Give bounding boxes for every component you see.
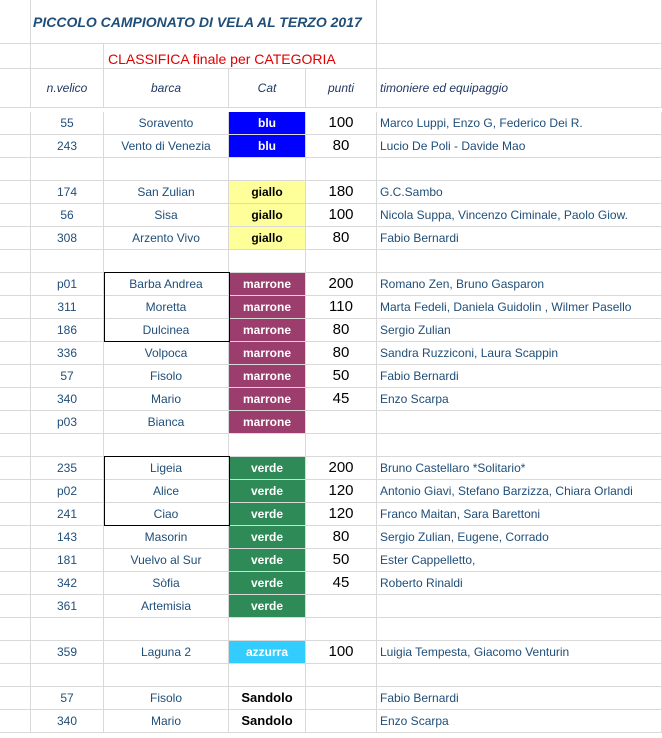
table-row xyxy=(0,526,662,549)
row-gutter-cell[interactable] xyxy=(0,227,31,250)
table-row xyxy=(0,365,662,388)
table-row xyxy=(0,273,662,296)
crew-cell[interactable]: Lucio De Poli - Davide Mao xyxy=(377,135,662,158)
row-gutter-cell[interactable] xyxy=(0,503,31,526)
sail-number-cell[interactable]: 308 xyxy=(31,227,104,250)
sail-number-cell[interactable]: 336 xyxy=(31,342,104,365)
crew-cell[interactable]: Antonio Giavi, Stefano Barzizza, Chiara Orlandi xyxy=(377,480,662,503)
boat-name-cell[interactable] xyxy=(104,664,229,687)
sheet-subtitle: CLASSIFICA finale per CATEGORIA xyxy=(108,51,336,67)
category-badge[interactable] xyxy=(229,434,306,457)
crew-cell[interactable] xyxy=(377,618,662,641)
category-badge[interactable]: Sandolo xyxy=(229,710,306,733)
boat-name-cell[interactable] xyxy=(104,618,229,641)
points-cell[interactable] xyxy=(306,664,377,687)
points-cell[interactable]: 200 xyxy=(306,273,377,296)
category-badge[interactable]: blu xyxy=(229,112,306,135)
table-row xyxy=(0,549,662,572)
points-cell[interactable] xyxy=(306,250,377,273)
crew-cell[interactable]: Roberto Rinaldi xyxy=(377,572,662,595)
category-badge[interactable]: marrone xyxy=(229,342,306,365)
table-row xyxy=(0,181,662,204)
spacer-row xyxy=(0,250,662,273)
category-badge[interactable]: verde xyxy=(229,526,306,549)
category-badge[interactable]: Sandolo xyxy=(229,687,306,710)
sail-number-cell[interactable]: 56 xyxy=(31,204,104,227)
row-gutter-cell[interactable] xyxy=(0,204,31,227)
category-badge[interactable]: marrone xyxy=(229,319,306,342)
crew-cell[interactable]: G.C.Sambo xyxy=(377,181,662,204)
row-gutter-cell[interactable] xyxy=(0,112,31,135)
boat-name-cell[interactable]: Vuelvo al Sur xyxy=(104,549,229,572)
points-cell[interactable]: 100 xyxy=(306,204,377,227)
boat-name-cell[interactable]: Sòfia xyxy=(104,572,229,595)
points-cell[interactable]: 80 xyxy=(306,319,377,342)
sail-number-cell[interactable]: 340 xyxy=(31,388,104,411)
points-cell[interactable] xyxy=(306,411,377,434)
table-row xyxy=(0,503,662,526)
row-gutter-cell[interactable] xyxy=(0,641,31,664)
points-cell[interactable]: 120 xyxy=(306,503,377,526)
category-badge[interactable] xyxy=(229,618,306,641)
boat-name-cell[interactable] xyxy=(104,434,229,457)
crew-cell[interactable]: Fabio Bernardi xyxy=(377,687,662,710)
points-cell[interactable]: 180 xyxy=(306,181,377,204)
points-cell[interactable] xyxy=(306,434,377,457)
boat-name-cell[interactable]: Volpoca xyxy=(104,342,229,365)
boat-name-cell[interactable]: Mario xyxy=(104,710,229,733)
boat-name-cell[interactable]: Sisa xyxy=(104,204,229,227)
crew-cell[interactable]: Sandra Ruzziconi, Laura Scappin xyxy=(377,342,662,365)
category-badge[interactable]: verde xyxy=(229,457,306,480)
spacer-row xyxy=(0,664,662,687)
boat-name-cell[interactable]: Laguna 2 xyxy=(104,641,229,664)
cell[interactable] xyxy=(377,0,662,44)
category-badge[interactable]: verde xyxy=(229,549,306,572)
boat-name-cell[interactable]: Soravento xyxy=(104,112,229,135)
header-block xyxy=(0,0,662,108)
boat-name-cell[interactable]: Dulcinea xyxy=(104,319,229,342)
points-cell[interactable] xyxy=(306,687,377,710)
row-gutter-cell[interactable] xyxy=(0,273,31,296)
crew-cell[interactable] xyxy=(377,250,662,273)
points-cell[interactable]: 50 xyxy=(306,365,377,388)
points-cell[interactable]: 80 xyxy=(306,342,377,365)
boat-name-cell[interactable]: Ligeia xyxy=(104,457,229,480)
crew-cell[interactable]: Sergio Zulian xyxy=(377,319,662,342)
crew-cell[interactable]: Fabio Bernardi xyxy=(377,365,662,388)
points-cell[interactable] xyxy=(306,618,377,641)
row-gutter-cell[interactable] xyxy=(0,158,31,181)
crew-cell[interactable] xyxy=(377,664,662,687)
points-cell[interactable]: 45 xyxy=(306,572,377,595)
category-badge[interactable]: verde xyxy=(229,595,306,618)
category-badge[interactable] xyxy=(229,664,306,687)
crew-cell[interactable] xyxy=(377,158,662,181)
points-cell[interactable] xyxy=(306,710,377,733)
boat-name-cell[interactable]: Masorin xyxy=(104,526,229,549)
boat-name-cell[interactable]: Artemisia xyxy=(104,595,229,618)
table-row xyxy=(0,710,662,733)
crew-cell[interactable]: Fabio Bernardi xyxy=(377,227,662,250)
row-gutter-cell[interactable] xyxy=(0,572,31,595)
category-badge[interactable]: giallo xyxy=(229,181,306,204)
sail-number-cell[interactable] xyxy=(31,250,104,273)
row-gutter-cell[interactable] xyxy=(0,181,31,204)
points-cell[interactable]: 120 xyxy=(306,480,377,503)
crew-cell[interactable]: Enzo Scarpa xyxy=(377,388,662,411)
sail-number-cell[interactable]: 57 xyxy=(31,687,104,710)
boat-name-cell[interactable]: Fisolo xyxy=(104,687,229,710)
points-cell[interactable]: 110 xyxy=(306,296,377,319)
table-row xyxy=(0,296,662,319)
sail-number-cell[interactable] xyxy=(31,434,104,457)
category-badge[interactable]: azzurra xyxy=(229,641,306,664)
row-gutter-cell[interactable] xyxy=(0,250,31,273)
category-badge[interactable] xyxy=(229,158,306,181)
crew-cell[interactable]: Sergio Zulian, Eugene, Corrado xyxy=(377,526,662,549)
crew-cell[interactable]: Franco Maitan, Sara Barettoni xyxy=(377,503,662,526)
points-cell[interactable] xyxy=(306,158,377,181)
boat-name-cell[interactable]: Mario xyxy=(104,388,229,411)
crew-cell[interactable]: Ester Cappelletto, xyxy=(377,549,662,572)
sail-number-cell[interactable]: p01 xyxy=(31,273,104,296)
row-gutter-cell[interactable] xyxy=(0,411,31,434)
crew-cell[interactable] xyxy=(377,434,662,457)
row-gutter-cell[interactable] xyxy=(0,319,31,342)
points-cell[interactable]: 80 xyxy=(306,526,377,549)
category-badge[interactable]: marrone xyxy=(229,296,306,319)
boat-name-cell[interactable]: Moretta xyxy=(104,296,229,319)
category-badge[interactable]: marrone xyxy=(229,411,306,434)
sail-number-cell[interactable] xyxy=(31,158,104,181)
row-gutter-cell[interactable] xyxy=(0,434,31,457)
table-row xyxy=(0,687,662,710)
points-cell[interactable]: 200 xyxy=(306,457,377,480)
crew-cell[interactable]: Nicola Suppa, Vincenzo Ciminale, Paolo Giow. xyxy=(377,204,662,227)
sail-number-cell[interactable]: 143 xyxy=(31,526,104,549)
sail-number-cell[interactable]: 235 xyxy=(31,457,104,480)
row-gutter-cell[interactable] xyxy=(0,480,31,503)
table-row xyxy=(0,342,662,365)
category-badge[interactable]: marrone xyxy=(229,273,306,296)
table-row xyxy=(0,480,662,503)
boat-name-cell[interactable]: Ciao xyxy=(104,503,229,526)
crew-cell[interactable]: Romano Zen, Bruno Gasparon xyxy=(377,273,662,296)
table-row xyxy=(0,411,662,434)
sail-number-cell[interactable]: 359 xyxy=(31,641,104,664)
spacer-row xyxy=(0,158,662,181)
points-cell[interactable] xyxy=(306,595,377,618)
sail-number-cell[interactable]: 55 xyxy=(31,112,104,135)
row-gutter-cell[interactable] xyxy=(0,457,31,480)
sail-number-cell[interactable]: 342 xyxy=(31,572,104,595)
boat-name-cell[interactable] xyxy=(104,158,229,181)
spacer-row xyxy=(0,434,662,457)
boat-name-cell[interactable]: Alice xyxy=(104,480,229,503)
table-row xyxy=(0,227,662,250)
cell[interactable] xyxy=(31,44,104,69)
category-badge[interactable]: blu xyxy=(229,135,306,158)
boat-name-cell[interactable]: Arzento Vivo xyxy=(104,227,229,250)
row-gutter-cell[interactable] xyxy=(0,135,31,158)
sail-number-cell[interactable]: 186 xyxy=(31,319,104,342)
cell[interactable] xyxy=(0,44,31,69)
boat-name-cell[interactable]: Fisolo xyxy=(104,365,229,388)
header-cat[interactable]: Cat xyxy=(229,69,306,108)
crew-cell[interactable] xyxy=(377,595,662,618)
category-badge[interactable]: verde xyxy=(229,503,306,526)
points-cell[interactable]: 50 xyxy=(306,549,377,572)
table-row xyxy=(0,595,662,618)
boat-name-cell[interactable]: Barba Andrea xyxy=(104,273,229,296)
category-badge[interactable]: verde xyxy=(229,572,306,595)
row-gutter-cell[interactable] xyxy=(0,618,31,641)
sail-number-cell[interactable] xyxy=(31,618,104,641)
points-cell[interactable]: 100 xyxy=(306,641,377,664)
spacer-row xyxy=(0,618,662,641)
boat-name-cell[interactable] xyxy=(104,250,229,273)
crew-cell[interactable]: Bruno Castellaro *Solitario* xyxy=(377,457,662,480)
table-row xyxy=(0,319,662,342)
crew-cell[interactable]: Marco Luppi, Enzo G, Federico Dei R. xyxy=(377,112,662,135)
category-badge[interactable] xyxy=(229,250,306,273)
sail-number-cell[interactable] xyxy=(31,664,104,687)
category-badge[interactable]: marrone xyxy=(229,365,306,388)
category-badge[interactable]: giallo xyxy=(229,204,306,227)
boat-name-cell[interactable]: Vento di Venezia xyxy=(104,135,229,158)
header-boat[interactable]: barca xyxy=(104,69,229,108)
table-row xyxy=(0,112,662,135)
header-crew[interactable]: timoniere ed equipaggio xyxy=(377,69,662,108)
sail-number-cell[interactable]: 340 xyxy=(31,710,104,733)
row-gutter-cell[interactable] xyxy=(0,549,31,572)
table-row xyxy=(0,135,662,158)
table-row xyxy=(0,572,662,595)
sail-number-cell[interactable]: 361 xyxy=(31,595,104,618)
cell[interactable] xyxy=(0,69,31,108)
points-cell[interactable]: 80 xyxy=(306,227,377,250)
row-gutter-cell[interactable] xyxy=(0,595,31,618)
sail-number-cell[interactable]: 311 xyxy=(31,296,104,319)
cell[interactable] xyxy=(377,44,662,69)
boat-name-cell[interactable]: Bianca xyxy=(104,411,229,434)
row-gutter-cell[interactable] xyxy=(0,296,31,319)
sail-number-cell[interactable]: 57 xyxy=(31,365,104,388)
crew-cell[interactable]: Luigia Tempesta, Giacomo Venturin xyxy=(377,641,662,664)
sail-number-cell[interactable]: p03 xyxy=(31,411,104,434)
points-cell[interactable]: 45 xyxy=(306,388,377,411)
row-gutter-cell[interactable] xyxy=(0,710,31,733)
boat-name-cell[interactable]: San Zulian xyxy=(104,181,229,204)
header-num[interactable]: n.velico xyxy=(31,69,104,108)
crew-cell[interactable]: Enzo Scarpa xyxy=(377,710,662,733)
category-badge[interactable]: verde xyxy=(229,480,306,503)
table-row xyxy=(0,641,662,664)
points-cell[interactable]: 80 xyxy=(306,135,377,158)
row-gutter-cell[interactable] xyxy=(0,664,31,687)
sheet-title: PICCOLO CAMPIONATO DI VELA AL TERZO 2017 xyxy=(33,14,362,30)
row-gutter-cell[interactable] xyxy=(0,342,31,365)
points-cell[interactable]: 100 xyxy=(306,112,377,135)
cell[interactable] xyxy=(0,0,31,44)
sail-number-cell[interactable]: 241 xyxy=(31,503,104,526)
header-points[interactable]: punti xyxy=(306,69,377,108)
crew-cell[interactable] xyxy=(377,411,662,434)
column-header-row xyxy=(0,69,662,108)
sail-number-cell[interactable]: p02 xyxy=(31,480,104,503)
sail-number-cell[interactable]: 181 xyxy=(31,549,104,572)
row-gutter-cell[interactable] xyxy=(0,388,31,411)
category-badge[interactable]: marrone xyxy=(229,388,306,411)
table-row xyxy=(0,204,662,227)
table-row xyxy=(0,388,662,411)
sail-number-cell[interactable]: 243 xyxy=(31,135,104,158)
sail-number-cell[interactable]: 174 xyxy=(31,181,104,204)
table-row xyxy=(0,457,662,480)
crew-cell[interactable]: Marta Fedeli, Daniela Guidolin , Wilmer Pasello xyxy=(377,296,662,319)
row-gutter-cell[interactable] xyxy=(0,365,31,388)
row-gutter-cell[interactable] xyxy=(0,526,31,549)
category-badge[interactable]: giallo xyxy=(229,227,306,250)
row-gutter-cell[interactable] xyxy=(0,687,31,710)
